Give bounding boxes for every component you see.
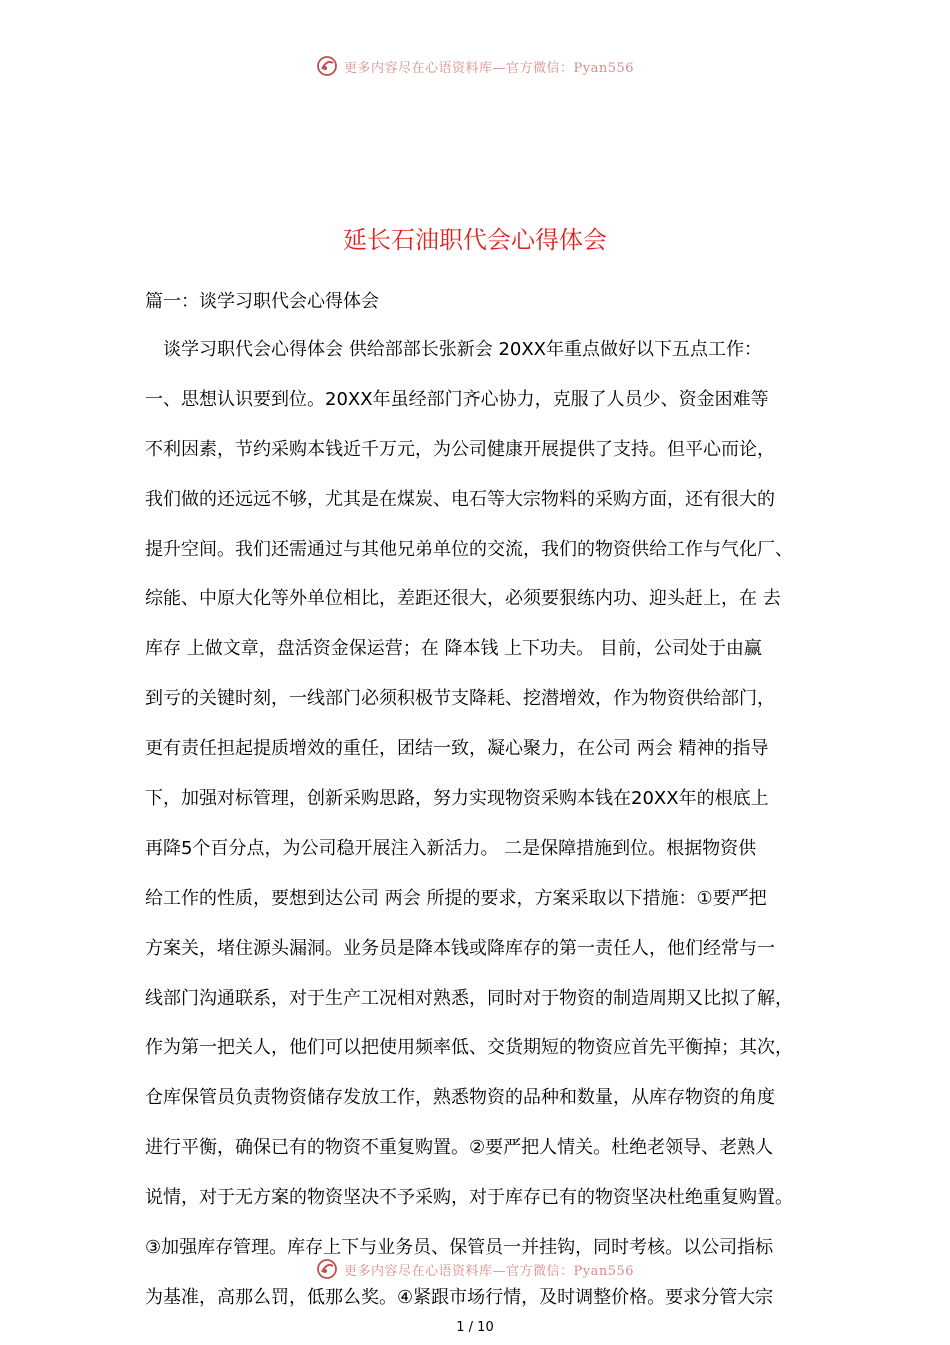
body-line: 谈学习职代会心得体会 供给部部长张新会 20XX年重点做好以下五点工作：: [145, 339, 763, 360]
body-line: 作为第一把关人，他们可以把使用频率低、交货期短的物资应首先平衡掉；其次，: [145, 1037, 793, 1059]
body-line: 提升空间。我们还需通过与其他兄弟单位的交流，我们的物资供给工作与气化厂、: [145, 538, 793, 560]
body-line: 进行平衡，确保已有的物资不重复购置。②要严把人情关。杜绝老领导、老熟人: [145, 1137, 774, 1159]
body-line: 库存 上做文章，盘活资金保运营；在 降本钱 上下功夫。 目前，公司处于由赢: [145, 638, 762, 660]
header-watermark: [0, 55, 950, 77]
body-line: 不利因素，节约采购本钱近千万元，为公司健康开展提供了支持。但平心而论，: [145, 438, 775, 460]
brand-logo-icon: [316, 55, 338, 77]
body-line: 下，加强对标管理，创新采购思路，努力实现物资采购本钱在20XX年的根底上: [145, 788, 769, 810]
body-line: 仓库保管员负责物资储存发放工作，熟悉物资的品种和数量，从库存物资的角度: [145, 1087, 775, 1109]
watermark-text: 更多内容尽在心语资料库—官方微信：Pyan556: [343, 1263, 635, 1279]
body-line: 更有责任担起提质增效的重任，团结一致，凝心聚力，在公司 两会 精神的指导: [145, 738, 769, 760]
body-line: 方案关，堵住源头漏洞。业务员是降本钱或降库存的第一责任人，他们经常与一: [145, 937, 775, 959]
body-line: 为基准，高那么罚，低那么奖。④紧跟市场行情，及时调整价格。要求分管大宗: [145, 1286, 774, 1308]
section-heading: 篇一：谈学习职代会心得体会: [145, 291, 379, 312]
body-line: 到亏的关键时刻，一线部门必须积极节支降耗、挖潜增效，作为物资供给部门，: [145, 688, 775, 710]
body-line: ③加强库存管理。库存上下与业务员、保管员一并挂钩，同时考核。以公司指标: [145, 1237, 774, 1259]
body-text: [145, 325, 820, 1323]
body-line: 给工作的性质，要想到达公司 两会 所提的要求，方案采取以下措施：①要严把: [145, 887, 767, 909]
body-line: 线部门沟通联系，对于生产工况相对熟悉，同时对于物资的制造周期又比拟了解，: [145, 987, 793, 1009]
body-line: 再降5个百分点，为公司稳开展注入新活力。 二是保障措施到位。根据物资供: [145, 837, 757, 859]
watermark-text: 更多内容尽在心语资料库—官方微信：Pyan556: [343, 60, 635, 76]
body-line: 我们做的还远远不够，尤其是在煤炭、电石等大宗物料的采购方面，还有很大的: [145, 488, 775, 510]
body-line: 综能、中原大化等外单位相比，差距还很大，必须要狠练内功、迎头赶上，在 去: [145, 588, 781, 610]
body-line: 说情，对于无方案的物资坚决不予采购，对于库存已有的物资坚决杜绝重复购置。: [145, 1187, 793, 1209]
footer-watermark: [0, 1258, 950, 1280]
page-indicator: 1 / 10: [456, 1320, 494, 1335]
body-line: 一、思想认识要到位。20XX年虽经部门齐心协力，克服了人员少、资金困难等: [145, 388, 769, 410]
document-title: 延长石油职代会心得体会: [343, 226, 607, 254]
brand-logo-icon: [316, 1258, 338, 1280]
